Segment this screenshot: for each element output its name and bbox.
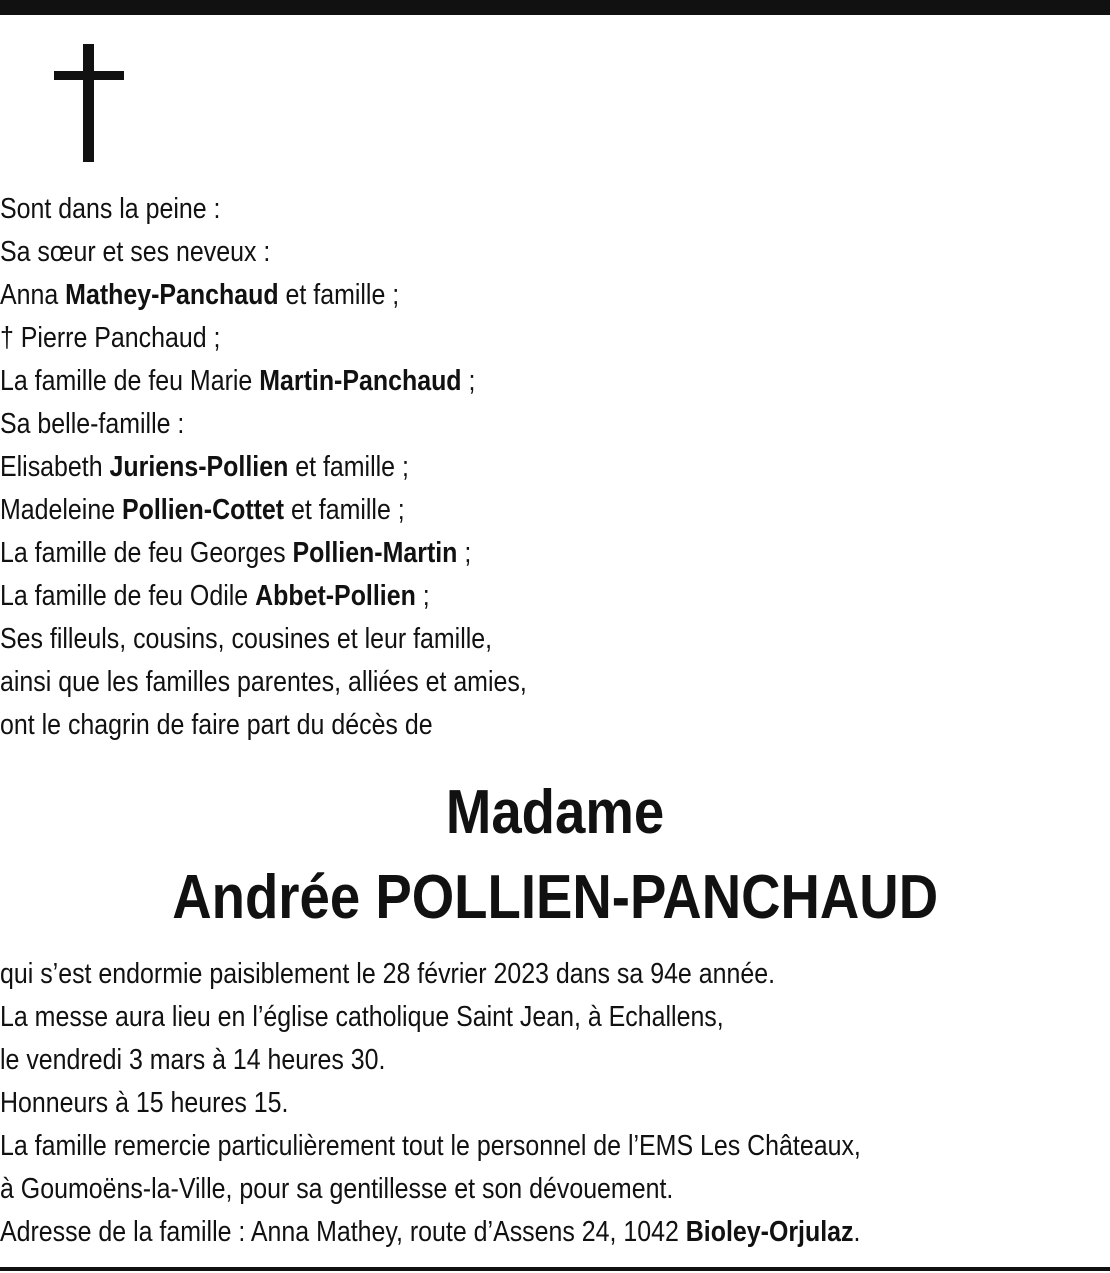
mourner-line: Sont dans la peine : [0, 193, 221, 225]
mourner-line: Elisabeth Juriens-Pollien et famille ; [0, 451, 409, 483]
cross-icon [54, 44, 124, 164]
detail-line: Honneurs à 15 heures 15. [0, 1087, 289, 1119]
mourner-line: Anna Mathey-Panchaud et famille ; [0, 279, 400, 311]
mourner-line: Sa belle-famille : [0, 408, 185, 440]
detail-line: Adresse de la famille : Anna Mathey, route d’Assens 24, 1042 Bioley-Orjulaz. [0, 1216, 861, 1248]
mourner-line: La famille de feu Georges Pollien-Martin ; [0, 537, 472, 569]
detail-line: La messe aura lieu en l’église catholique Saint Jean, à Echallens, [0, 1001, 724, 1033]
detail-line: La famille remercie particulièrement tout le personnel de l’EMS Les Châteaux, [0, 1130, 861, 1162]
mourner-line: ont le chagrin de faire part du décès de [0, 709, 433, 741]
top-border-rule [0, 0, 1110, 15]
mourner-line: La famille de feu Odile Abbet-Pollien ; [0, 580, 430, 612]
detail-line: qui s’est endormie paisiblement le 28 février 2023 dans sa 94e année. [0, 958, 776, 990]
mourners-list [0, 188, 1110, 747]
funeral-details [0, 953, 1110, 1254]
deceased-name: Andrée POLLIEN-PANCHAUD [172, 863, 938, 932]
mourner-line: Ses filleuls, cousins, cousines et leur famille, [0, 623, 493, 655]
cross-horizontal-bar [54, 71, 124, 80]
mourner-line: La famille de feu Marie Martin-Panchaud ; [0, 365, 476, 397]
mourner-line: ainsi que les familles parentes, alliées et amies, [0, 666, 527, 698]
mourner-line: Sa sœur et ses neveux : [0, 236, 271, 268]
mourner-line: † Pierre Panchaud ; [0, 322, 221, 354]
mourner-line: Madeleine Pollien-Cottet et famille ; [0, 494, 405, 526]
bottom-border-rule [0, 1267, 1110, 1271]
detail-line: le vendredi 3 mars à 14 heures 30. [0, 1044, 386, 1076]
deceased-title: Madame [445, 778, 665, 847]
detail-line: à Goumoëns-la-Ville, pour sa gentillesse et son dévouement. [0, 1173, 674, 1205]
cross-vertical-bar [83, 44, 94, 162]
